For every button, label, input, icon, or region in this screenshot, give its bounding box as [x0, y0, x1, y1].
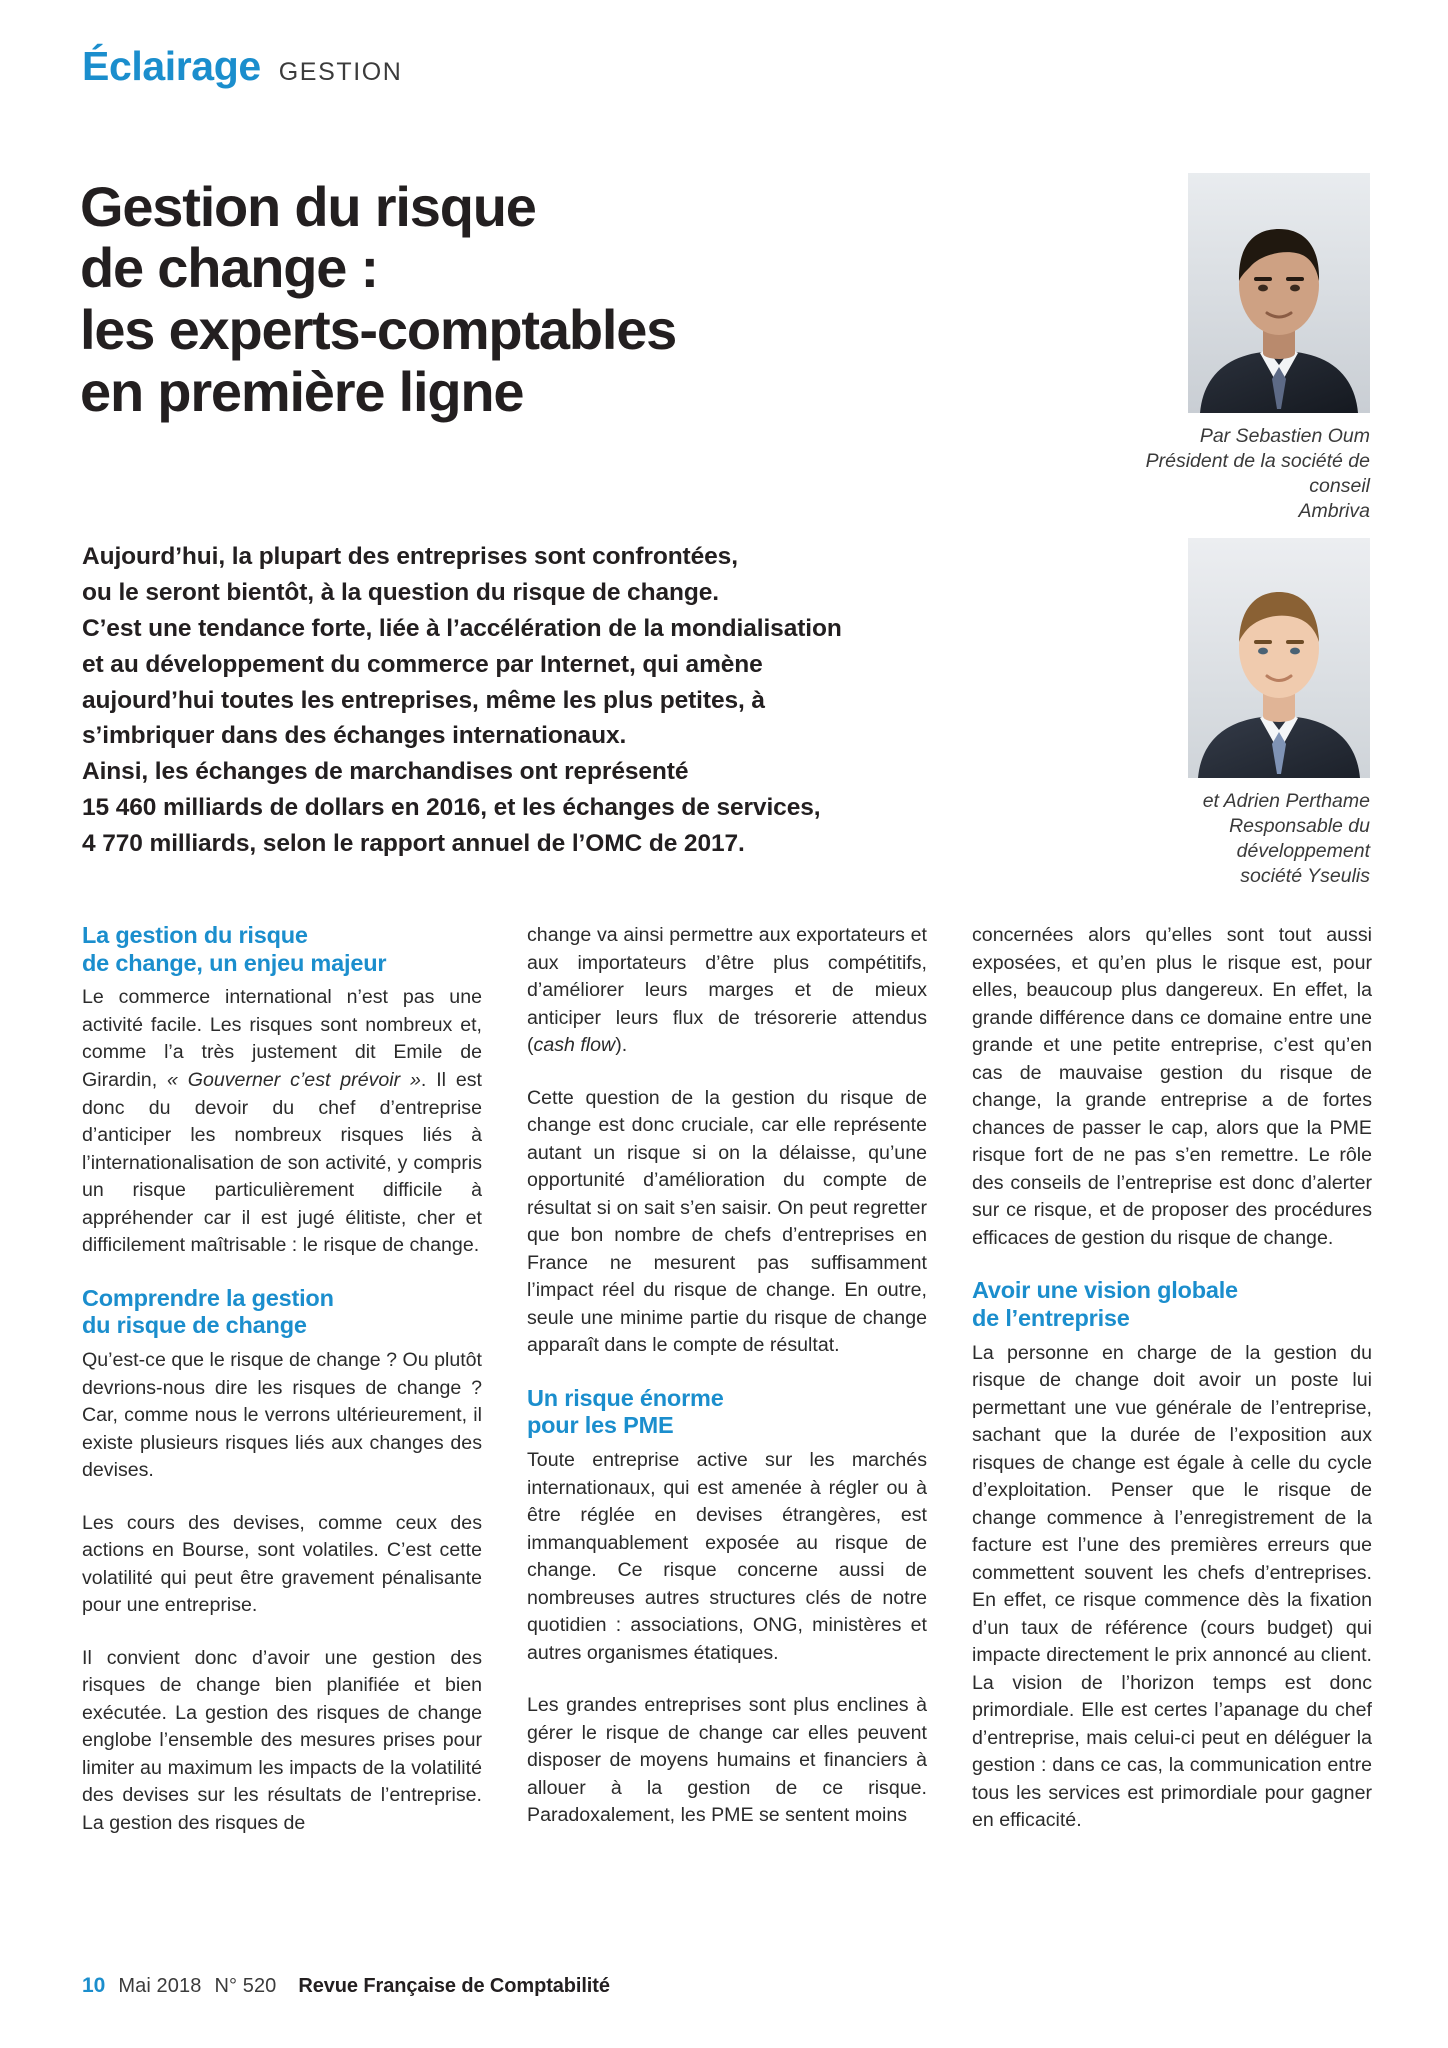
- standfirst-line-7: Ainsi, les échanges de marchandises ont représenté: [82, 758, 689, 786]
- page-number: 10: [82, 1974, 106, 1997]
- paragraph: Qu’est-ce que le risque de change ? Ou plutôt devrions-nous dire les risques de change ? Car, comme nous le verrons ultérieurement, il existe plusieurs risques liés aux changes des devises.: [82, 1349, 482, 1482]
- issue-number: N° 520: [214, 1975, 277, 1997]
- standfirst-line-9: 4 770 milliards, selon le rapport annuel de l’OMC de 2017.: [82, 830, 745, 858]
- paragraph: Les cours des devises, comme ceux des actions en Bourse, sont volatiles. C’est cette volatilité qui peut être gravement pénalisante pour une entreprise.: [82, 1511, 482, 1617]
- rubric-label: Éclairage: [82, 43, 261, 89]
- paragraph: [527, 922, 927, 1060]
- author-2-company: société Yseulis: [1240, 864, 1370, 887]
- standfirst-line-4: et au développement du commerce par Internet, qui amène: [82, 650, 763, 678]
- paragraph: Toute entreprise active sur les marchés internationaux, qui est amenée à régler ou à être réglée en devises étrangères, est immanquablement exposée au risque de change. Ce risque concerne aussi de nombreuses autres structures clés de notre quotidien : associations, ONG, ministères et autres organismes étatiques.: [527, 1449, 927, 1664]
- subhead-2-line-2: du risque de change: [82, 1312, 307, 1339]
- standfirst-line-8: 15 460 milliards de dollars en 2016, et les échanges de services,: [82, 794, 821, 822]
- subhead-risque-enorme-pme: [527, 1385, 927, 1440]
- article-headline: [80, 176, 960, 424]
- author-2-role: Responsable du développement: [1229, 814, 1370, 862]
- issue-date: Mai 2018: [118, 1975, 202, 1997]
- subhead-4-line-2: de l’entreprise: [972, 1304, 1130, 1331]
- subhead-vision-globale: [972, 1277, 1372, 1332]
- author-block-2: [1130, 538, 1370, 889]
- standfirst-line-6: s’imbriquer dans des échanges internationaux.: [82, 722, 627, 750]
- author-2-name: et Adrien Perthame: [1202, 790, 1370, 812]
- rubric-category: GESTION: [278, 58, 403, 86]
- author-caption-2: [1130, 789, 1370, 889]
- subhead-3-line-1: Un risque énorme: [527, 1384, 724, 1411]
- subhead-1-line-1: La gestion du risque: [82, 922, 308, 948]
- paragraph-text: ).: [615, 1034, 628, 1057]
- subhead-4-line-1: Avoir une vision globale: [972, 1277, 1238, 1304]
- paragraph: La personne en charge de la gestion du risque de change doit avoir un poste lui permettant une vue générale de l’entreprise, sachant que la durée de l’exposition aux risques de change est égale à celle du cycle d’exploitation. Penser que le risque de change commence à l’enregistrement de la facture est l’une des premières erreurs que commettent souvent les chefs d’entreprises. En effet, ce risque commence dès la fixation d’un taux de référence (cours budget) qui impacte directement le prix annoncé au client. La vision de l’horizon temps est donc primordiale. Elle est certes l’apanage du chef d’entreprise, mais celui-ci peut en déléguer la gestion : dans ce cas, la communication entre tous les services est primordiale pour gagner en efficacité.: [972, 1341, 1372, 1832]
- subhead-gestion-risque-change: [82, 922, 482, 977]
- body-column-2: [527, 922, 927, 1837]
- subhead-1-line-2: de change, un enjeu majeur: [82, 949, 387, 976]
- publication-title: Revue Française de Comptabilité: [298, 1975, 610, 1997]
- paragraph: Cette question de la gestion du risque de change est donc cruciale, car elle représente autant un risque si on la délaisse, qu’une opportunité d’amélioration du compte de résultat si on sait s’en saisir. On peut regretter que bon nombre de chefs d’entreprises en France ne mesurent pas suffisamment l’impact réel du risque de change. En outre, seule une minime partie du risque de change apparaît dans le compte de résultat.: [527, 1086, 927, 1357]
- subhead-3-line-2: pour les PME: [527, 1412, 674, 1439]
- author-1-company: Ambriva: [1298, 499, 1370, 522]
- headline-line-2: de change :: [80, 236, 378, 300]
- rubric-kicker: [82, 43, 403, 89]
- paragraph-text: . Il est donc du devoir du chef d’entreprise d’anticiper les nombreux risques liés à l’internationalisation de son activité, y compris un risque particulièrement difficile à appréhender car il est jugé élitiste, cher et difficilement maîtrisable : le risque de change.: [82, 1068, 482, 1257]
- author-photo-sebastien-oum: [1188, 173, 1370, 413]
- author-caption-1: [1130, 424, 1370, 524]
- standfirst-line-1: Aujourd’hui, la plupart des entreprises sont confrontées,: [82, 543, 738, 570]
- author-1-role: Président de la société de conseil: [1145, 449, 1370, 497]
- standfirst-line-2: ou le seront bientôt, à la question du risque de change.: [82, 578, 719, 606]
- headline-line-1: Gestion du risque: [80, 174, 536, 238]
- paragraph: Les grandes entreprises sont plus enclines à gérer le risque de change car elles peuvent disposer de moyens humains et financiers à allouer à la gestion de ce risque. Paradoxalement, les PME se sentent moins: [527, 1694, 927, 1827]
- author-photo-adrien-perthame: [1188, 538, 1370, 778]
- author-1-name: Par Sebastien Oum: [1199, 425, 1370, 447]
- quote-girardin: « Gouverner c’est prévoir »: [166, 1068, 421, 1091]
- standfirst: [82, 539, 962, 862]
- standfirst-line-5: aujourd’hui toutes les entreprises, même les plus petites, à: [82, 686, 765, 714]
- article-body: [82, 922, 1372, 1837]
- subhead-comprendre-gestion: [82, 1285, 482, 1340]
- author-block-1: [1130, 173, 1370, 524]
- body-column-1: [82, 922, 482, 1837]
- subhead-2-line-1: Comprendre la gestion: [82, 1284, 334, 1311]
- body-column-3: [972, 922, 1372, 1837]
- paragraph-text: change va ainsi permettre aux exportateurs et aux importateurs d’être plus compétitifs, d’améliorer leurs marges et de mieux anticiper leurs flux de trésorerie attendus (: [527, 924, 927, 1057]
- page-footer: [82, 1974, 610, 1998]
- standfirst-line-3: C’est une tendance forte, liée à l’accélération de la mondialisation: [82, 614, 842, 642]
- headline-line-4: en première ligne: [80, 360, 524, 424]
- paragraph: concernées alors qu’elles sont tout aussi exposées, et qu’en plus le risque est, pour elles, beaucoup plus dangereux. En effet, la grande différence dans ce domaine entre une grande et une petite entreprise, c’est qu’en cas de mauvaise gestion du risque de change, la grande entreprise a de fortes chances de passer le cap, alors que la PME risque fort de ne pas s’en remettre. Le rôle des conseils de l’entreprise est donc d’alerter sur ce risque, et de proposer des procédures efficaces de gestion du risque de change.: [972, 924, 1372, 1249]
- paragraph: [82, 984, 482, 1259]
- paragraph-text: Le commerce international n’est pas une activité facile. Les risques sont nombreux et, comme l’a très justement dit Emile de Girardin,: [82, 986, 482, 1091]
- headline-line-3: les experts-comptables: [80, 298, 677, 362]
- term-cash-flow: cash flow: [533, 1034, 616, 1057]
- paragraph: Il convient donc d’avoir une gestion des risques de change bien planifiée et bien exécutée. La gestion des risques de change englobe l’ensemble des mesures prises pour limiter au maximum les impacts de la volatilité des devises sur les résultats de l’entreprise. La gestion des risques de: [82, 1646, 482, 1834]
